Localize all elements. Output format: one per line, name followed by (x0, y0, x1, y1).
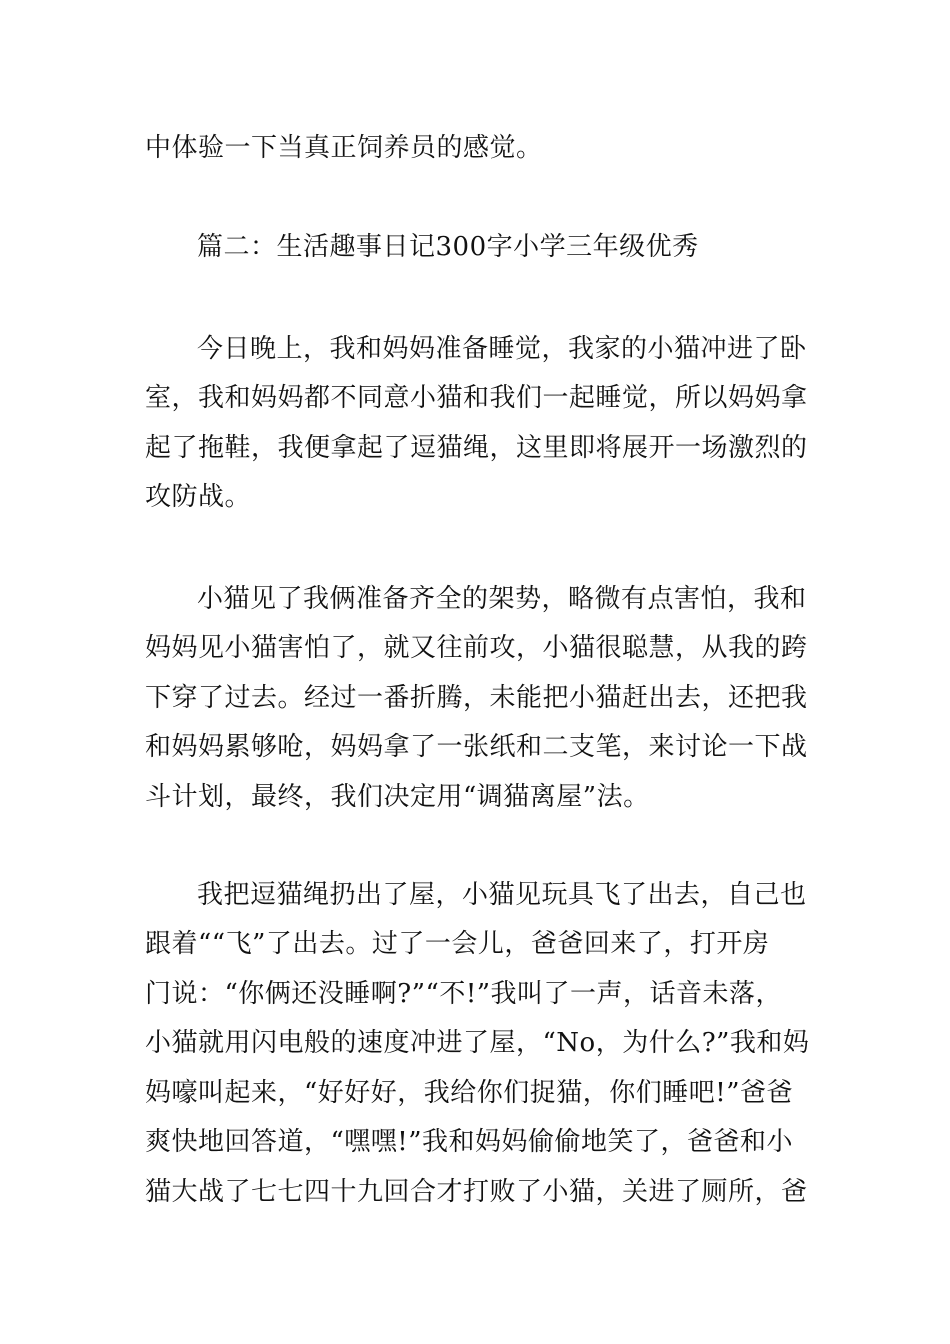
text-line: 攻防战。 (145, 482, 252, 512)
section-heading: 篇二：生活趣事日记300字小学三年级优秀 (197, 232, 699, 262)
text-line: 斗计划，最终，我们决定用“调猫离屋”法。 (145, 782, 650, 812)
text-line: 中体验一下当真正饲养员的感觉。 (145, 133, 543, 163)
text-line: 爽快地回答道，“嘿嘿!”我和妈妈偷偷地笑了，爸爸和小 (145, 1127, 794, 1157)
text-line: 门说：“你俩还没睡啊?”“不!”我叫了一声，话音未落， (145, 979, 783, 1009)
text-line: 下穿了过去。经过一番折腾，未能把小猫赶出去，还把我 (145, 683, 808, 713)
text-line: 小猫就用闪电般的速度冲进了屋，“No，为什么?”我和妈 (145, 1028, 810, 1058)
text-line: 我把逗猫绳扔出了屋，小猫见玩具飞了出去，自己也 (197, 880, 807, 910)
text-line: 起了拖鞋，我便拿起了逗猫绳，这里即将展开一场激烈的 (145, 433, 808, 463)
text-line: 和妈妈累够呛，妈妈拿了一张纸和二支笔，来讨论一下战 (145, 732, 808, 762)
text-line: 妈妈见小猫害怕了，就又往前攻，小猫很聪慧，从我的跨 (145, 633, 808, 663)
text-line: 跟着““飞”了出去。过了一会儿，爸爸回来了，打开房 (145, 929, 770, 959)
text-line: 室，我和妈妈都不同意小猫和我们一起睡觉，所以妈妈拿 (145, 383, 808, 413)
text-line: 猫大战了七七四十九回合才打败了小猫，关进了厕所，爸 (145, 1177, 808, 1207)
text-line: 妈嚎叫起来，“好好好，我给你们捉猫，你们睡吧!”爸爸 (145, 1078, 794, 1108)
text-line: 今日晚上，我和妈妈准备睡觉，我家的小猫冲进了卧 (197, 334, 807, 364)
text-line: 小猫见了我俩准备齐全的架势，略微有点害怕，我和 (197, 584, 807, 614)
